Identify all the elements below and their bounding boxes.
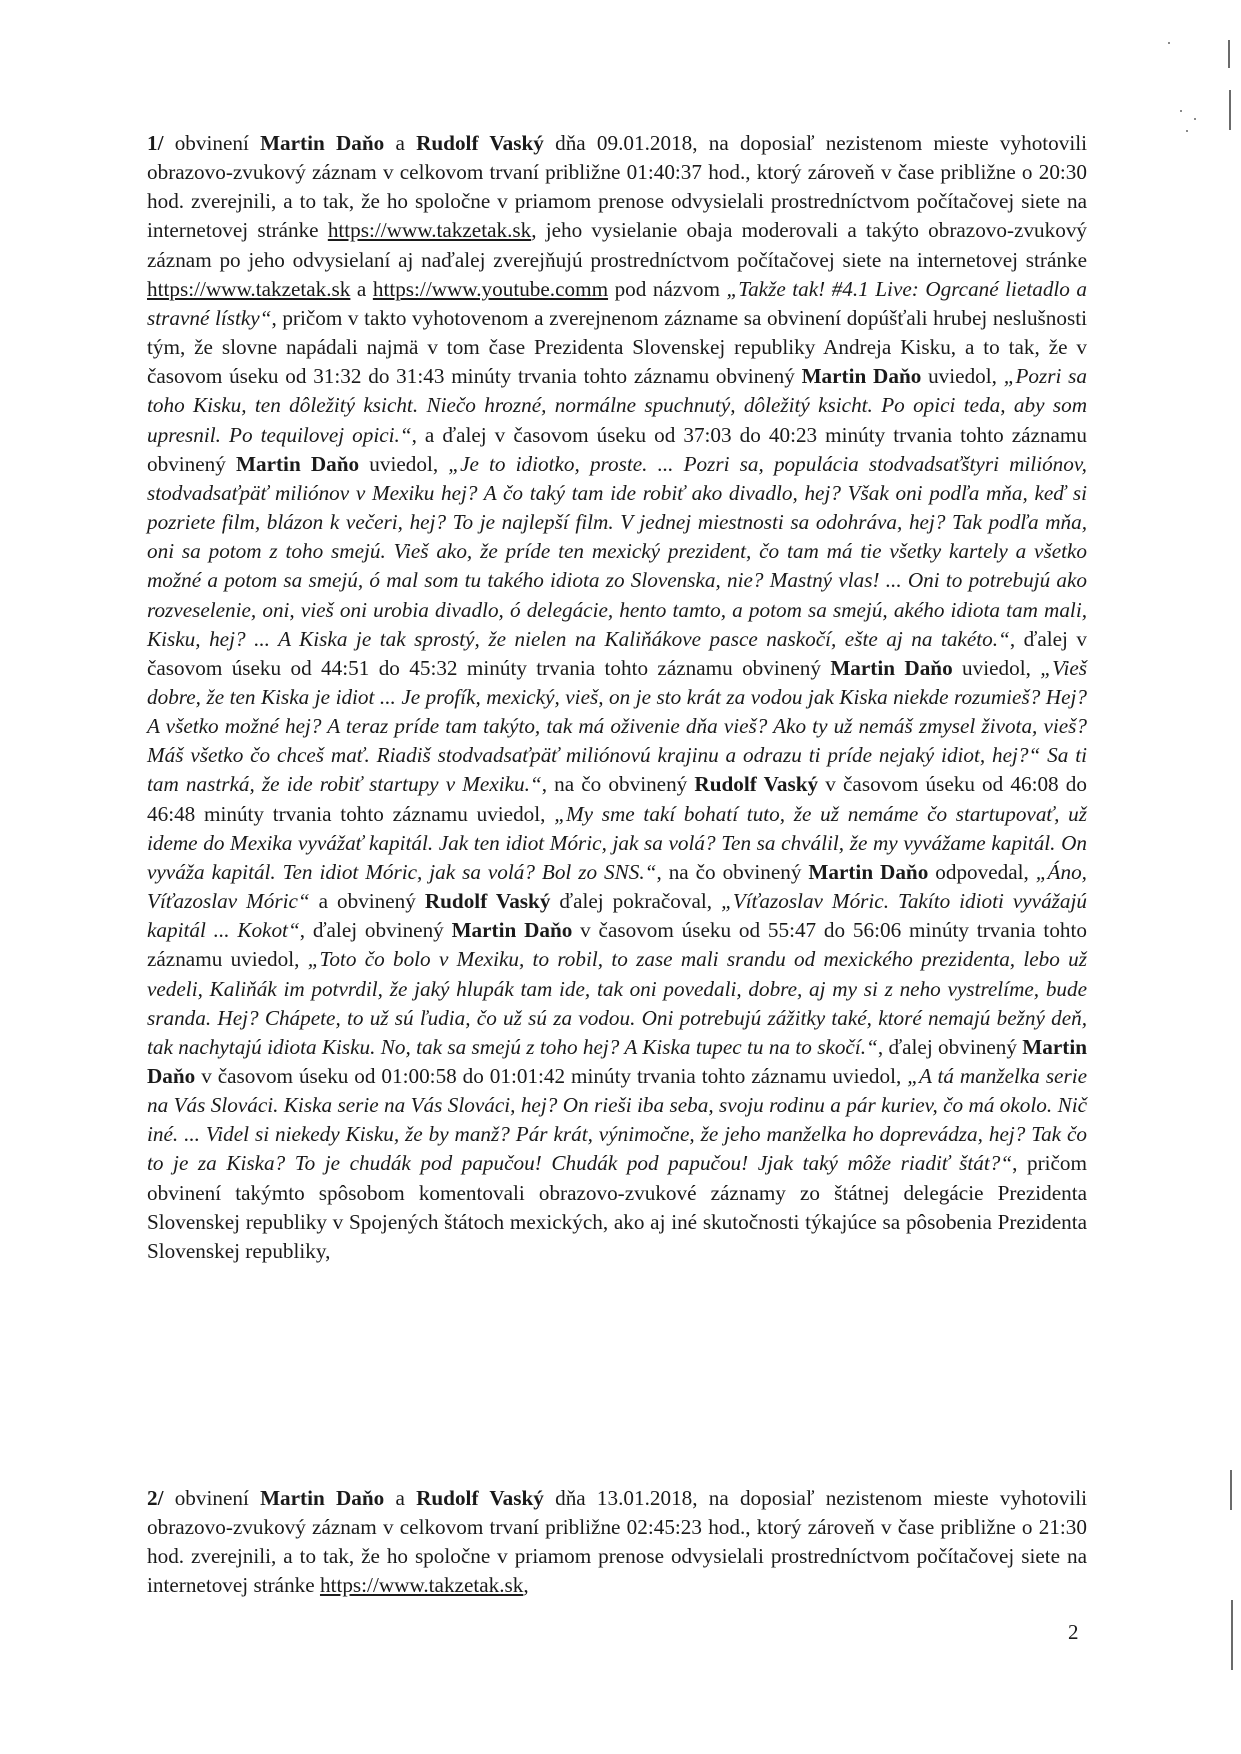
defendant-name: Martin Daňo <box>801 364 922 389</box>
paragraph-body <box>147 131 1087 1263</box>
text-run: a <box>350 276 373 301</box>
text-run: , na čo obvinený <box>541 772 695 797</box>
text-run: , na čo obvinený <box>656 859 809 884</box>
scan-speck <box>1180 110 1182 112</box>
text-run: v časovom úseku od 55:47 do 56:06 minúty trvania tohto záznamu uviedol, <box>147 918 1087 972</box>
text-run: , jeho vysielanie obaja moderovali a takýto obrazovo-zvukový záznam po jeho odvysielaní aj naďalej zverejňujú prostredníctvom počítačovej siete na internetovej stránke <box>147 218 1088 272</box>
scan-edge-mark <box>1231 1600 1233 1670</box>
text-run: odpovedal, <box>928 859 1036 884</box>
scan-speck <box>1186 130 1188 132</box>
quoted-statement: „Vieš dobre, že ten Kiska je idiot ... Je profík, mexický, vieš, on je sto krát za vodou jak Kiska niekde rozumieš? Hej? A všetko možné hej? A teraz príde tam takýto, tak má oživenie dňa vieš? Ako ty už nemáš zmysel života, vieš? Máš všetko čo chceš mať. Riadiš stodvadsaťpäť miliónovú krajinu a odrazu ti príde nejaký idiot, hej?“ Sa ti tam nastrká, že ide robiť startupy v Mexiku.“ <box>147 655 1087 797</box>
page-number: 2 <box>1068 1620 1079 1644</box>
defendant-name: Martin Daňo <box>260 1486 385 1510</box>
url-link: https://www.takzetak.sk <box>147 276 351 301</box>
text-run: pod názvom <box>608 276 727 301</box>
text-run: uviedol, <box>952 655 1041 680</box>
text-run: , pričom obvinení takýmto spôsobom komentovali obrazovo-zvukové záznamy zo štátnej delegácie Prezidenta Slovenskej republiky v Spojených štátoch mexických, ako aj iné skutočnosti týkajúce sa pôsobenia Prezidenta Slovenskej republiky, <box>147 1151 1087 1263</box>
text-run: , <box>523 1573 529 1598</box>
defendant-name: Martin Daňo <box>147 1034 1087 1088</box>
quoted-statement: „Víťazoslav Móric. Takíto idioti vyvážajú kapitál ... Kokot“ <box>147 889 1087 943</box>
quoted-statement: „Pozri sa toho Kisku, ten dôležitý ksicht. Niečo hrozné, normálne spuchnutý, dôležitý ksicht. Po opici teda, aby som upresnil. Po tequilovej opici.“ <box>147 364 1087 447</box>
defendant-name: Martin Daňo <box>808 859 929 884</box>
text-run: obvinení <box>174 131 261 155</box>
quoted-statement: „My sme takí bohatí tuto, že už nemáme čo startupovať, už ideme do Mexika vyvážať kapitál. Jak ten idiot Móric, jak sa volá? Ten sa chválil, že my vyvážame kapitál. On vyváža kapitál. Ten idiot Móric, jak sa volá? Bol zo SNS.“ <box>147 801 1087 884</box>
url-link: https://www.youtube.comm <box>372 276 609 301</box>
defendant-name: Rudolf Vaský <box>694 772 819 797</box>
defendant-name: Rudolf Vaský <box>416 131 544 155</box>
text-run: , ďalej obvinený <box>299 918 452 943</box>
paragraph-number: 2/ <box>147 1486 164 1510</box>
defendant-name: Martin Daňo <box>260 131 385 155</box>
text-run: dňa 13.01.2018, na doposiaľ nezistenom mieste vyhotovili obrazovo-zvukový záznam v celkovom trvaní približne 02:45:23 hod., ktorý zároveň v čase približne o 21:30 hod. zverejnili, a to tak, že ho spoločne v priamom prenose odvysielali prostredníctvom počítačovej siete na internetovej stránke <box>147 1486 1088 1598</box>
defendant-name: Rudolf Vaský <box>416 1486 544 1510</box>
text-run: v časovom úseku od 46:08 do 46:48 minúty trvania tohto záznamu uviedol, <box>147 772 1087 826</box>
text-run: a <box>384 131 417 155</box>
text-run: , pričom v takto vyhotovenom a zverejnenom zázname sa obvinení dopúšťali hrubej neslušnosti tým, že slovne napádali najmä v tom čase Prezidenta Slovenskej republiky Andreja Kisku, a to tak, že v časovom úseku od 31:32 do 31:43 minúty trvania tohto záznamu obvinený <box>147 305 1087 389</box>
quoted-statement: „Takže tak! #4.1 Live: Ogrcané lietadlo a stravné lístky“ <box>147 276 1088 330</box>
defendant-name: Rudolf Vaský <box>424 889 551 914</box>
paragraph-body <box>147 1486 1087 1597</box>
scan-speck <box>1194 118 1196 120</box>
text-run: a <box>384 1486 417 1510</box>
quoted-statement: „A tá manželka serie na Vás Slováci. Kiska serie na Vás Slováci, hej? On rieši iba seba, svoju rodinu a pár kuriev, čo má okolo. Nič iné. ... Videl si niekedy Kisku, že by manž? Pár krát, výnimočne, že jeho manželka ho doprevádza, hej? Tak čo to je za Kiska? To je chudák pod papučou! Chudák pod papučou! Jjak taký môže riadiť štát?“ <box>147 1064 1087 1176</box>
text-run: a obvinený <box>309 889 425 914</box>
text-run: v časovom úseku od 01:00:58 do 01:01:42 minúty trvania tohto záznamu uviedol, <box>195 1064 908 1088</box>
text-run: , ďalej obvinený <box>877 1034 1023 1059</box>
charge-paragraph-1 <box>147 129 1087 1266</box>
quoted-statement: „Je to idiotko, proste. ... Pozri sa, populácia stodvadsaťštyri miliónov, stodvadsaťpäť miliónov v Mexiku hej? A čo taký tam ide robiť ako divadlo, hej? Však oni podľa mňa, keď si pozriete film, blázon k večeri, hej? To je najlepší film. V jednej miestnosti sa odohráva, hej? Tak podľa mňa, oni sa potom z toho smejú. Vieš ako, že príde ten mexický prezident, čo tam má tie všetky kartely a všetko možné a potom sa smejú, ó mal som tu takého idiota zo Slovenska, nie? Mastný vlas! ... Oni to potrebujú ako rozveselenie, oni, vieš oni urobia divadlo, ó delegácie, hento tamto, a potom sa smejú, akého idiota tam mali, Kisku, hej? ... A Kiska je tak sprostý, že nielen na Kaliňákove pasce naskočí, ešte aj na takéto.“ <box>147 451 1087 651</box>
text-run: obvinení <box>174 1486 261 1510</box>
defendant-name: Martin Daňo <box>830 655 953 680</box>
text-run: , ďalej v časovom úseku od 44:51 do 45:32 minúty trvania tohto záznamu obvinený <box>147 626 1088 680</box>
text-run: , a ďalej v časovom úseku od 37:03 do 40:23 minúty trvania tohto záznamu obvinený <box>147 422 1087 476</box>
url-link: https://www.takzetak.sk <box>319 1573 524 1598</box>
scan-edge-mark <box>1228 40 1230 68</box>
charge-paragraph-2 <box>147 1484 1087 1601</box>
text-run: ďalej pokračoval, <box>550 889 722 914</box>
scan-speck <box>1168 42 1170 44</box>
scan-edge-mark <box>1230 1470 1232 1510</box>
text-run: uviedol, <box>359 451 449 476</box>
defendant-name: Martin Daňo <box>451 918 573 943</box>
text-run: uviedol, <box>921 364 1004 389</box>
paragraph-number: 1/ <box>147 131 164 155</box>
url-link: https://www.takzetak.sk <box>327 218 532 243</box>
quoted-statement: „Áno, Víťazoslav Móric“ <box>147 859 1087 914</box>
quoted-statement: „Toto čo bolo v Mexiku, to robil, to zase mali srandu od mexického prezidenta, lebo už vedeli, Kaliňák im potvrdil, že jaký hlupák tam ide, tak oni povedali, dobre, aj my si z neho vystrelíme, bude sranda. Hej? Chápete, to už sú ľudia, čo už sú za vodou. Oni potrebujú zážitky také, ktoré nemajú bežný deň, tak nachytajú idiota Kisku. No, tak sa smejú z toho hej? A Kiska tupec tu na to skočí.“ <box>147 947 1087 1059</box>
text-run: dňa 09.01.2018, na doposiaľ nezistenom mieste vyhotovili obrazovo-zvukový záznam v celkovom trvaní približne 01:40:37 hod., ktorý zároveň v čase približne o 20:30 hod. zverejnili, a to tak, že ho spoločne v priamom prenose odvysielali prostredníctvom počítačovej siete na internetovej stránke <box>147 131 1088 243</box>
defendant-name: Martin Daňo <box>236 451 360 476</box>
scan-edge-mark <box>1229 90 1231 130</box>
